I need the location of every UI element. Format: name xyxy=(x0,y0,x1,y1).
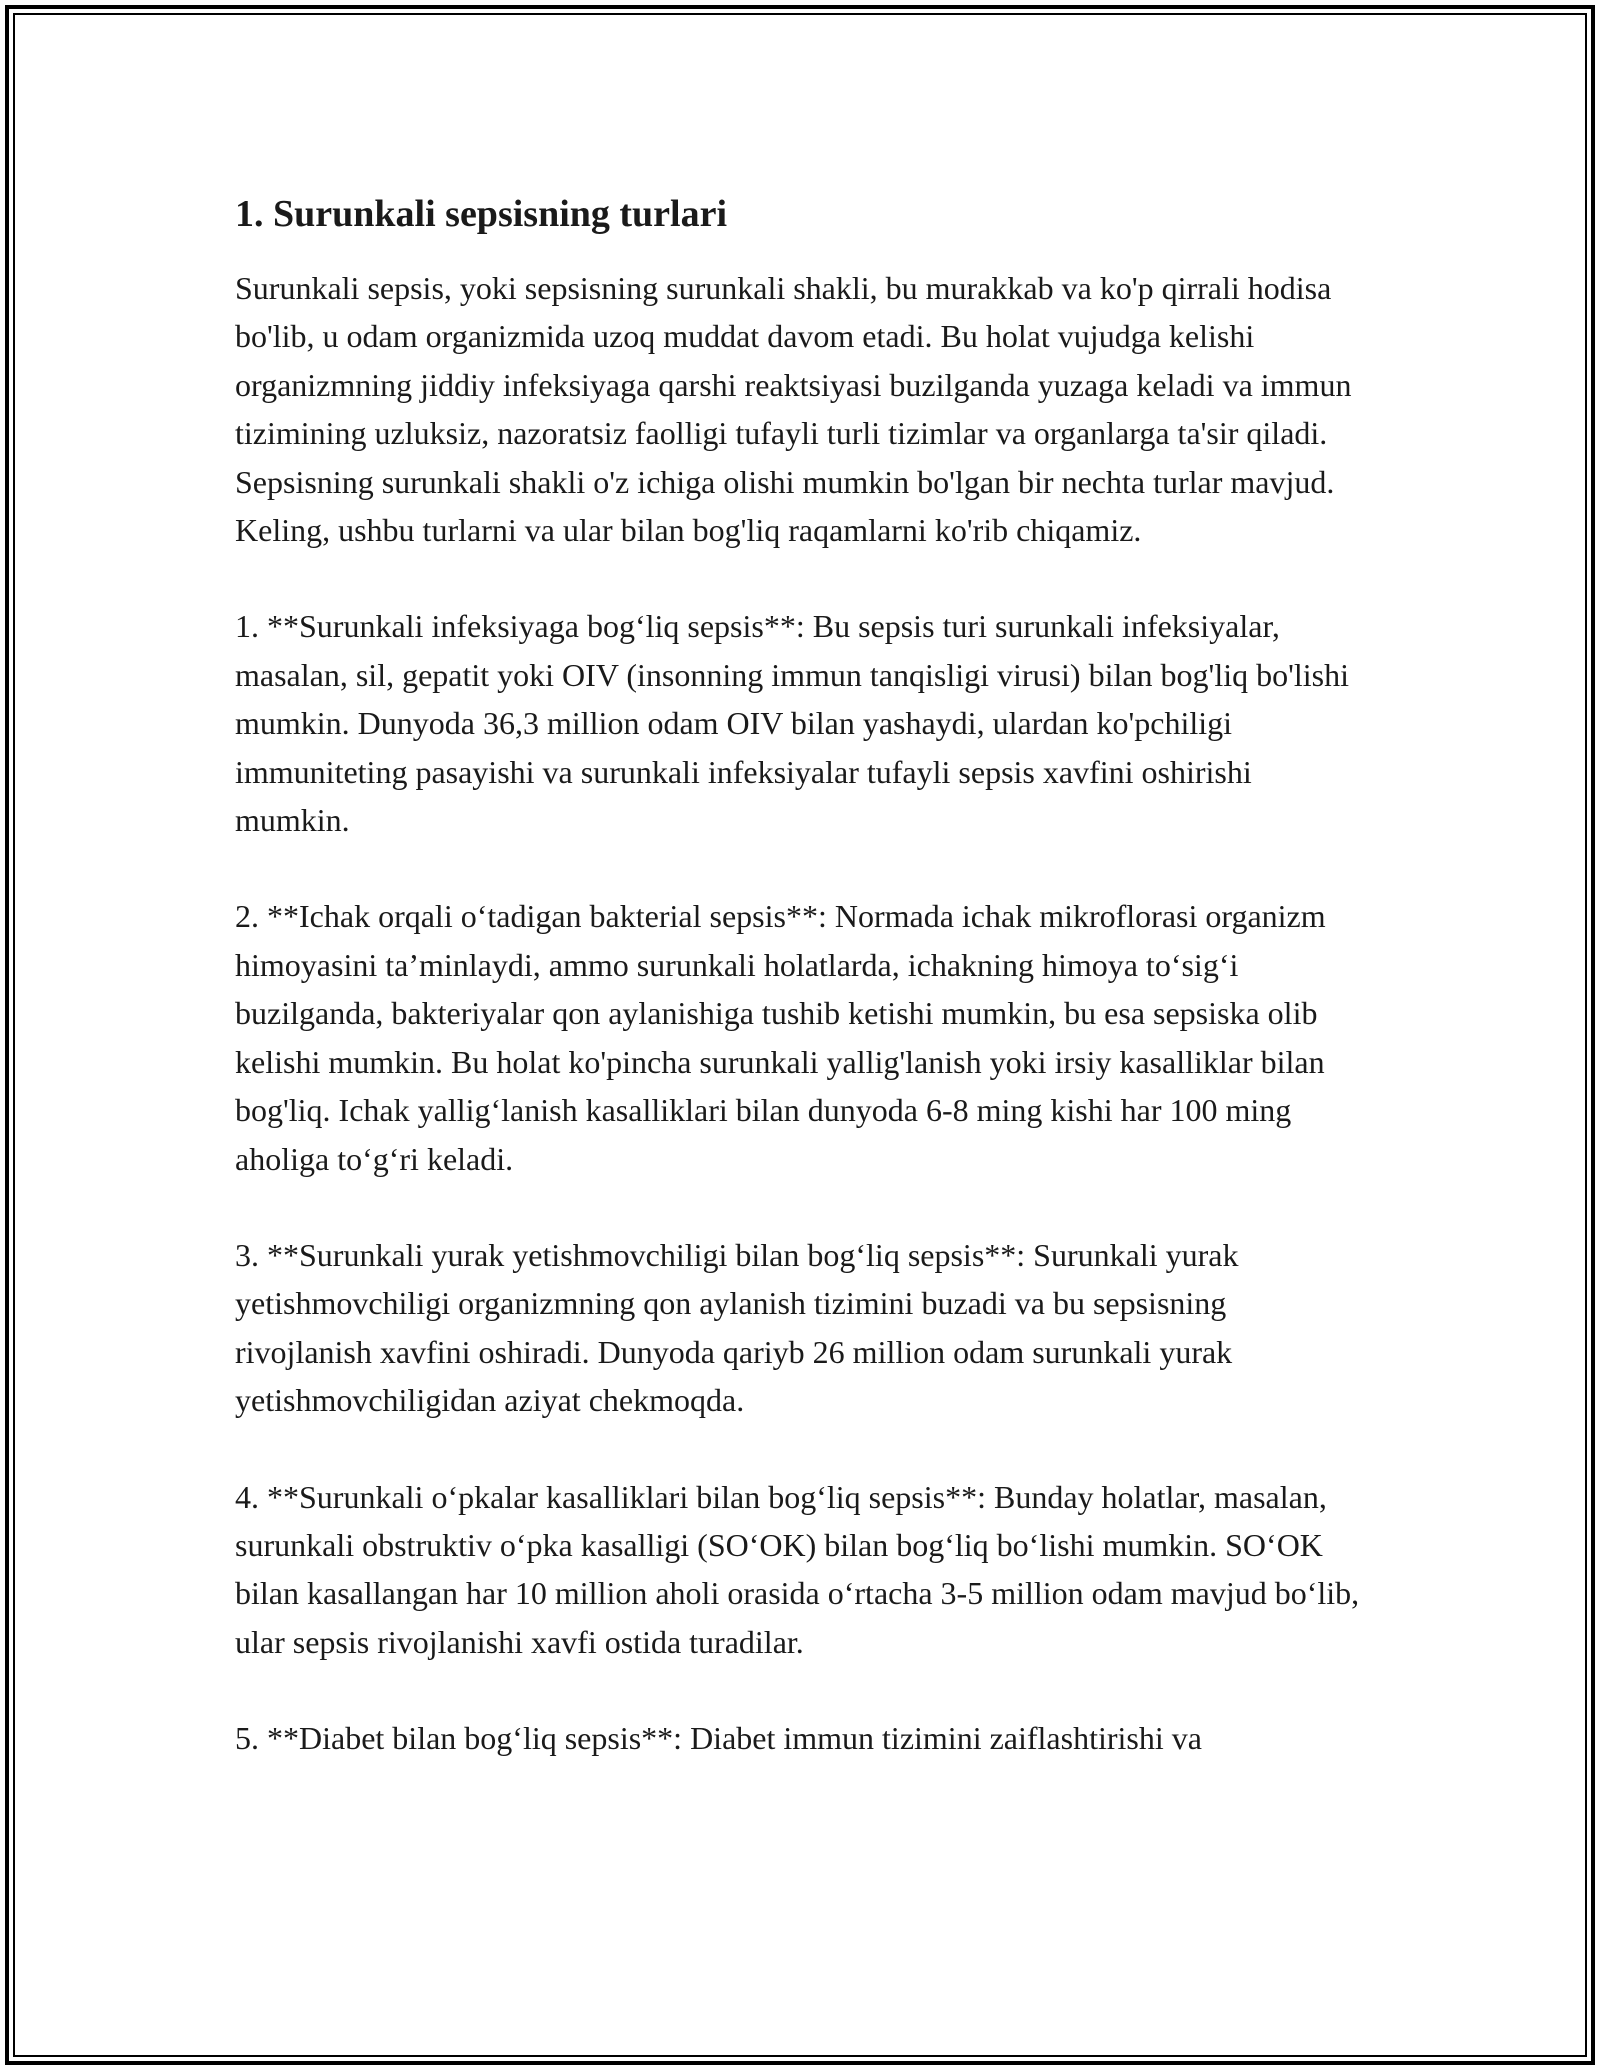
document-page xyxy=(235,186,1370,1811)
list-item-intestinal-sepsis: 2. **Ichak orqali o‘tadigan bakterial sepsis**: Normada ichak mikroflorasi organizm himoyasini ta’minlaydi, ammo surunkali holatlarda, ichakning himoya to‘sig‘i buzilganda, bakteriyalar qon aylanishiga tushib ketishi mumkin, bu esa sepsiska olib kelishi mumkin. Bu holat ko'pincha surunkali yallig'lanish yoki irsiy kasalliklar bilan bog'liq. Ichak yallig‘lanish kasalliklari bilan dunyoda 6-8 ming kishi har 100 ming aholiga to‘g‘ri keladi. xyxy=(235,898,1326,1177)
list-item-lung-disease: 4. **Surunkali o‘pkalar kasalliklari bilan bog‘liq sepsis**: Bunday holatlar, masalan, surunkali obstruktiv o‘pka kasalligi (SO‘OK) bilan bog‘liq bo‘lishi mumkin. SO‘OK bilan kasallangan har 10 million aholi orasida o‘rtacha 3-5 million odam mavjud bo‘lib, ular sepsis rivojlanishi xavfi ostida turadilar. xyxy=(235,1478,1360,1660)
list-item-diabetes: 5. **Diabet bilan bog‘liq sepsis**: Diabet immun tizimini zaiflashtirishi va xyxy=(235,1720,1202,1757)
list-item-heart-failure: 3. **Surunkali yurak yetishmovchiligi bilan bog‘liq sepsis**: Surunkali yurak yetishmovchiligi organizmning qon aylanish tizimini buzadi va bu sepsisning rivojlanish xavfini oshiradi. Dunyoda qariyb 26 million odam surunkali yurak yetishmovchiligidan aziyat chekmoqda. xyxy=(235,1236,1239,1419)
section-title: 1. Surunkali sepsisning turlari xyxy=(235,193,728,235)
intro-paragraph: Surunkali sepsis, yoki sepsisning surunkali shakli, bu murakkab va ko'p qirrali hodisa bo'lib, u odam organizmida uzoq muddat davom etadi. Bu holat vujudga kelishi organizmning jiddiy infeksiyaga qarshi reaktsiyasi buzilganda yuzaga keladi va immun tizimining uzluksiz, nazoratsiz faolligi tufayli turli tizimlar va organlarga ta'sir qiladi. Sepsisning surunkali shakli o'z ichiga olishi mumkin bo'lgan bir nechta turlar mavjud. Keling, ushbu turlarni va ular bilan bog'liq raqamlarni ko'rib chiqamiz. xyxy=(235,270,1352,549)
list-item-chronic-infection: 1. **Surunkali infeksiyaga bog‘liq sepsis**: Bu sepsis turi surunkali infeksiyalar, masalan, sil, gepatit yoki OIV (insonning immun tanqisligi virusi) bilan bog'liq bo'lishi mumkin. Dunyoda 36,3 million odam OIV bilan yashaydi, ulardan ko'pchiligi immuniteting pasayishi va surunkali infeksiyalar tufayli sepsis xavfini oshirishi mumkin. xyxy=(235,608,1349,839)
